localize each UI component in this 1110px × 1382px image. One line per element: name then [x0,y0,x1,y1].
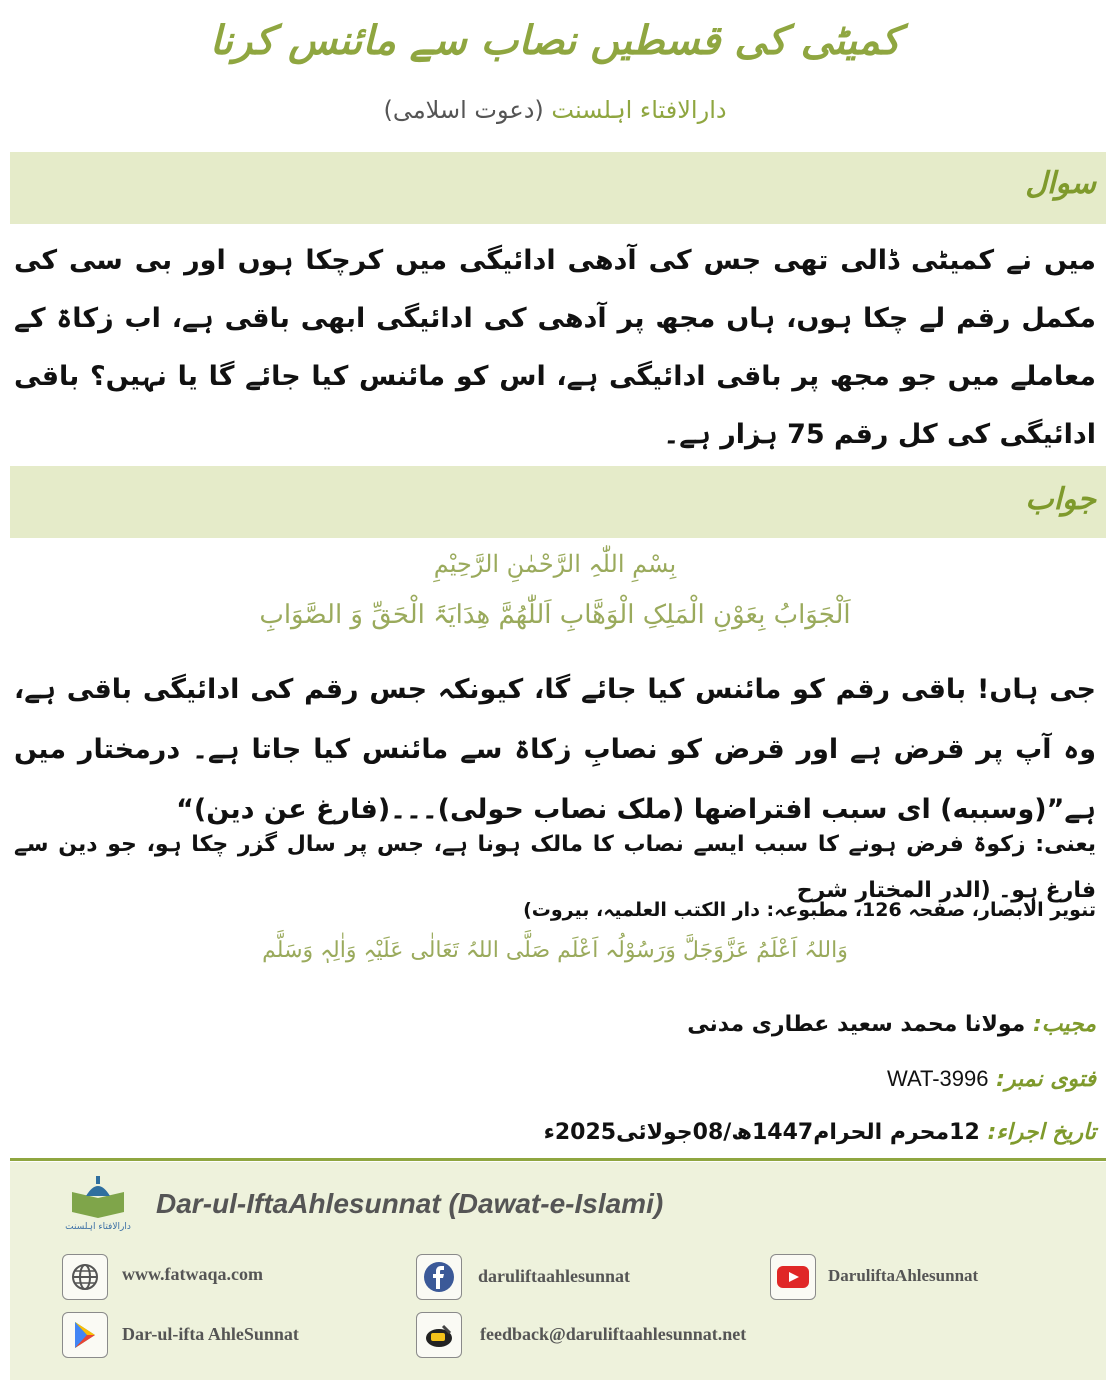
answer-heading: جواب [1025,482,1096,517]
answer-reference: تنویر الابصار، صفحہ 126، مطبوعہ: دار الکتب العلمیہ، بیروت) [523,899,1096,921]
logo-text: دارالافتاء اہلسنت [65,1222,131,1232]
youtube-icon[interactable] [770,1254,816,1300]
question-text: میں نے کمیٹی ڈالی تھی جس کی آدھی ادائیگی میں کرچکا ہوں اور بی سی کی مکمل رقم لے چکا ہوں، ہاں مجھ پر آدھی کی ادائیگی ابھی باقی ہے، اب زکاۃ کے معاملے میں جو مجھ پر باقی ادائیگی ہے، اس کو مائنس کیا جائے گا یا نہیں؟ باقی ادائیگی کی کل رقم 75 ہزار ہے۔ [14,245,1096,450]
footer-brand: Dar-ul-IftaAhlesunnat (Dawat-e-Islami) [156,1188,664,1219]
facebook-icon[interactable] [416,1254,462,1300]
feedback-email[interactable]: feedback@daruliftaahlesunnat.net [480,1324,747,1344]
mujeeb-value: مولانا محمد سعید عطاری مدنی [687,1012,1026,1037]
play-store-icon[interactable] [62,1312,108,1358]
answer-translation: یعنی: زکوۃ فرض ہونے کا سبب ایسے نصاب کا مالک ہونا ہے، جس پر سال گزر چکا ہو، جو دین سے فارغ ہو۔ (الدر المختار شرح [14,832,1096,903]
answer-heading-bar [10,466,1106,538]
youtube-link[interactable]: DaruliftaAhlesunnat [828,1266,979,1285]
fatwa-value: WAT-3996 [887,1066,989,1091]
footer-divider [10,1158,1106,1161]
answer-opening: اَلْجَوَابُ بِعَوْنِ الْمَلِکِ الْوَھَّابِ اَللّٰھُمَّ ھِدَایَۃَ الْحَقِّ وَ الصَّوَابِ [259,600,851,630]
answer-text: جی ہاں! باقی رقم کو مائنس کیا جائے گا، کیونکہ جس رقم کی ادائیگی باقی ہے، وہ آپ پر قرض ہے اور قرض کو نصابِ زکاۃ سے مائنس کیا جاتا ہے۔ درمختار میں ہے”(وسببه) ای سبب افتراضها (ملک نصاب حولی)۔۔۔(فارغ عن دین)“ [14,674,1096,825]
facebook-link[interactable]: daruliftaahlesunnat [478,1266,631,1286]
subtitle-paren: (دعوت اسلامی) [383,96,544,124]
question-heading-bar [10,152,1106,224]
mujeeb-label: مجیب: [1032,1012,1096,1037]
website-link[interactable]: www.fatwaqa.com [122,1264,263,1284]
darulifta-logo [52,1172,144,1246]
date-label: تاریخ اجراء: [987,1120,1096,1145]
question-heading: سوال [1025,166,1096,201]
answer-closing: وَاللہُ اَعْلَمُ عَزَّوَجَلَّ وَرَسُوْلُہ اَعْلَم صَلَّی اللہُ تَعَالٰی عَلَیْہِ وَاٰلِہٖ وَسَلَّم [262,938,848,963]
fatwa-number-line [887,1066,1096,1092]
date-line [544,1120,1096,1145]
mujeeb-line [687,1012,1096,1037]
page-title: کمیٹی کی قسطیں نصاب سے مائنس کرنا [209,18,901,64]
fatwa-label: فتوی نمبر: [996,1067,1096,1092]
page-subtitle [0,96,1110,124]
globe-icon[interactable] [62,1254,108,1300]
date-value: 12محرم الحرام1447ھ/08جولائی2025ء [543,1120,980,1145]
bismillah: بِسْمِ اللّٰہِ الرَّحْمٰنِ الرَّحِیْمِ [433,550,677,578]
feedback-icon[interactable] [416,1312,462,1358]
subtitle-main: دارالافتاء اہلسنت [551,96,727,124]
playstore-link[interactable]: Dar-ul-ifta AhleSunnat [122,1324,299,1344]
